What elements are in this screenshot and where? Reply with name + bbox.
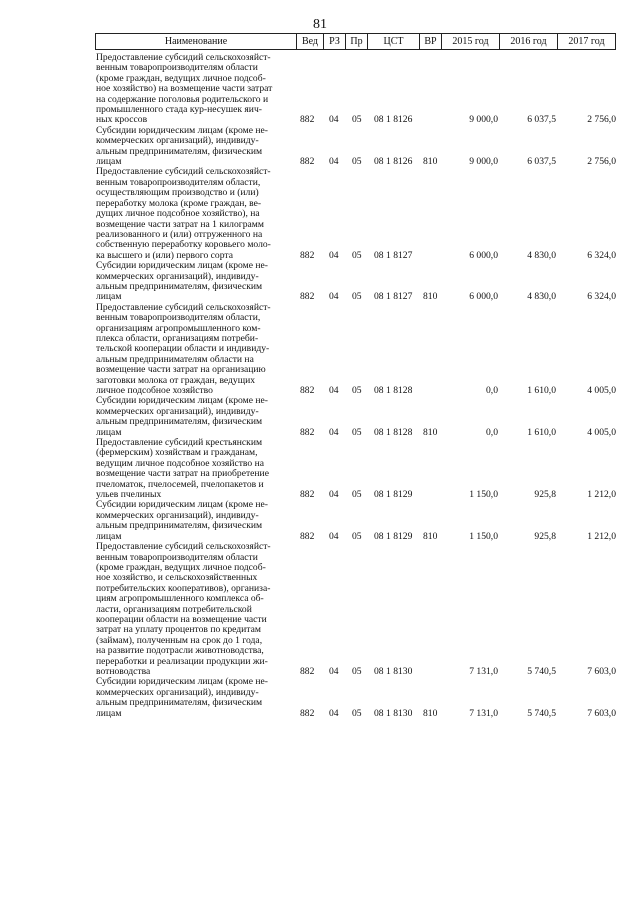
row-name: Предоставление субсидий сельскохозяйст- венным товаропроизводителям области (кроме граждан, ведущих личное подсоб- ное хозяйство, и сельскохозяйственных потребительских кооперативов), организа- циям агропромышленного комплекса об- ласти, организациям потребительской кооперации области на возмещение части затрат на уплату процентов по кредитам (займам), полученным на срок до 1 года, на развитие подотрасли животноводства, переработки и реализации продукции жи- вотноводства [96, 541, 271, 677]
value-2016-cell: 5 740,5 [527, 707, 556, 719]
cst-cell: 08 1 8126 [374, 114, 413, 126]
cst-cell: 08 1 8128 [374, 385, 413, 396]
value-2015-cell: 0,0 [486, 426, 498, 438]
cst-cell: 08 1 8130 [374, 665, 413, 677]
value-2015-cell: 6 000,0 [469, 249, 498, 261]
table-header [95, 33, 616, 50]
header-cst: ЦСТ [367, 33, 419, 50]
pr-cell: 05 [352, 489, 362, 501]
value-2015-cell: 1 150,0 [469, 530, 498, 542]
ved-cell: 882 [300, 665, 315, 677]
pr-cell: 05 [352, 385, 362, 396]
value-2016-cell: 925,8 [534, 489, 556, 501]
header-name: Наименование [95, 33, 296, 50]
vr-cell: 810 [423, 530, 438, 542]
row-name: Предоставление субсидий сельскохозяйст- венным товаропроизводителям области, осуществляющим производство и (или) переработку молока (кроме граждан, ве- дущих личное подсобное хозяйство), на возмещение части затрат на 1 килограмм реализованного и (или) отгруженного на собственную переработку коровьего моло- ка высшего и (или) первого сорта [96, 166, 271, 261]
table-row [0, 396, 640, 438]
value-2017-cell: 7 603,0 [587, 665, 616, 677]
value-2016-cell: 1 610,0 [527, 385, 556, 396]
pr-cell: 05 [352, 249, 362, 261]
ved-cell: 882 [300, 489, 315, 501]
cst-cell: 08 1 8129 [374, 530, 413, 542]
value-2017-cell: 2 756,0 [587, 114, 616, 126]
row-name: Предоставление субсидий сельскохозяйст- венным товаропроизводителям области, организациям агропромышленного ком- плекса области, организациям потреби- тельской кооперации области и индивиду- альным предпринимателям области на возмещение части затрат на организацию заготовки молока от граждан, ведущих личное подсобное хозяйство [96, 301, 271, 396]
rz-cell: 04 [329, 489, 339, 501]
pr-cell: 05 [352, 426, 362, 438]
value-2016-cell: 4 830,0 [527, 249, 556, 261]
header-vr: ВР [419, 33, 441, 50]
value-2017-cell: 2 756,0 [587, 156, 616, 168]
rz-cell: 04 [329, 114, 339, 126]
cst-cell: 08 1 8128 [374, 426, 413, 438]
table-row [0, 542, 640, 677]
row-name: Субсидии юридическим лицам (кроме не- коммерческих организаций), индивиду- альным предпринимателям, физическим лицам [96, 676, 268, 719]
value-2016-cell: 5 740,5 [527, 665, 556, 677]
header-rz: РЗ [323, 33, 345, 50]
value-2015-cell: 9 000,0 [469, 156, 498, 168]
vr-cell: 810 [423, 426, 438, 438]
value-2017-cell: 1 212,0 [587, 489, 616, 501]
rz-cell: 04 [329, 385, 339, 396]
row-name: Предоставление субсидий сельскохозяйст- венным товаропроизводителям области (кроме граждан, ведущих личное подсоб- ное хозяйство) на возмещение части затрат на содержание поголовья родительского и промышленного стада кур-несушек яич- ных кроссов [96, 52, 273, 126]
header-ved: Вед [296, 33, 323, 50]
value-2015-cell: 0,0 [486, 385, 498, 396]
table-row [0, 126, 640, 168]
value-2017-cell: 6 324,0 [587, 291, 616, 303]
table-body [0, 53, 640, 719]
rz-cell: 04 [329, 249, 339, 261]
row-name: Субсидии юридическим лицам (кроме не- коммерческих организаций), индивиду- альным предпринимателям, физическим лицам [96, 124, 268, 168]
header-pr: Пр [345, 33, 367, 50]
value-2017-cell: 7 603,0 [587, 707, 616, 719]
vr-cell: 810 [423, 707, 438, 719]
cst-cell: 08 1 8127 [374, 291, 413, 303]
cst-cell: 08 1 8127 [374, 249, 413, 261]
pr-cell: 05 [352, 530, 362, 542]
value-2017-cell: 4 005,0 [587, 426, 616, 438]
pr-cell: 05 [352, 156, 362, 168]
rz-cell: 04 [329, 426, 339, 438]
value-2017-cell: 4 005,0 [587, 385, 616, 396]
table-row [0, 167, 640, 261]
pr-cell: 05 [352, 665, 362, 677]
header-2015: 2015 год [441, 33, 499, 50]
value-2015-cell: 6 000,0 [469, 291, 498, 303]
row-name: Субсидии юридическим лицам (кроме не- коммерческих организаций), индивиду- альным предпринимателям, физическим лицам [96, 260, 268, 303]
ved-cell: 882 [300, 249, 315, 261]
table-row [0, 261, 640, 303]
value-2016-cell: 925,8 [534, 530, 556, 542]
pr-cell: 05 [352, 707, 362, 719]
rz-cell: 04 [329, 707, 339, 719]
cst-cell: 08 1 8129 [374, 489, 413, 501]
value-2016-cell: 1 610,0 [527, 426, 556, 438]
pr-cell: 05 [352, 114, 362, 126]
header-2016: 2016 год [499, 33, 557, 50]
value-2016-cell: 4 830,0 [527, 291, 556, 303]
value-2016-cell: 6 037,5 [527, 114, 556, 126]
vr-cell: 810 [423, 156, 438, 168]
cst-cell: 08 1 8126 [374, 156, 413, 168]
value-2015-cell: 9 000,0 [469, 114, 498, 126]
value-2017-cell: 1 212,0 [587, 530, 616, 542]
value-2015-cell: 7 131,0 [469, 707, 498, 719]
ved-cell: 882 [300, 114, 315, 126]
ved-cell: 882 [300, 291, 315, 303]
value-2015-cell: 7 131,0 [469, 665, 498, 677]
rz-cell: 04 [329, 291, 339, 303]
row-name: Субсидии юридическим лицам (кроме не- коммерческих организаций), индивиду- альным предпринимателям, физическим лицам [96, 395, 268, 438]
ved-cell: 882 [300, 385, 315, 396]
ved-cell: 882 [300, 426, 315, 438]
pr-cell: 05 [352, 291, 362, 303]
ved-cell: 882 [300, 707, 315, 719]
table-row [0, 500, 640, 542]
page-number: 81 [313, 17, 327, 32]
table-row [0, 438, 640, 500]
table-row [0, 303, 640, 397]
value-2016-cell: 6 037,5 [527, 156, 556, 168]
ved-cell: 882 [300, 156, 315, 168]
ved-cell: 882 [300, 530, 315, 542]
rz-cell: 04 [329, 530, 339, 542]
value-2015-cell: 1 150,0 [469, 489, 498, 501]
table-row [0, 53, 640, 126]
vr-cell: 810 [423, 291, 438, 303]
rz-cell: 04 [329, 156, 339, 168]
row-name: Субсидии юридическим лицам (кроме не- коммерческих организаций), индивиду- альным предпринимателям, физическим лицам [96, 499, 268, 542]
header-2017: 2017 год [557, 33, 616, 50]
cst-cell: 08 1 8130 [374, 707, 413, 719]
rz-cell: 04 [329, 665, 339, 677]
row-name: Предоставление субсидий крестьянским (фермерским) хозяйствам и гражданам, ведущим личное подсобное хозяйство на возмещение части затрат на приобретение пчеломаток, пчелосемей, пчелопакетов и ульев пчелиных [96, 437, 269, 501]
table-row [0, 677, 640, 719]
value-2017-cell: 6 324,0 [587, 249, 616, 261]
